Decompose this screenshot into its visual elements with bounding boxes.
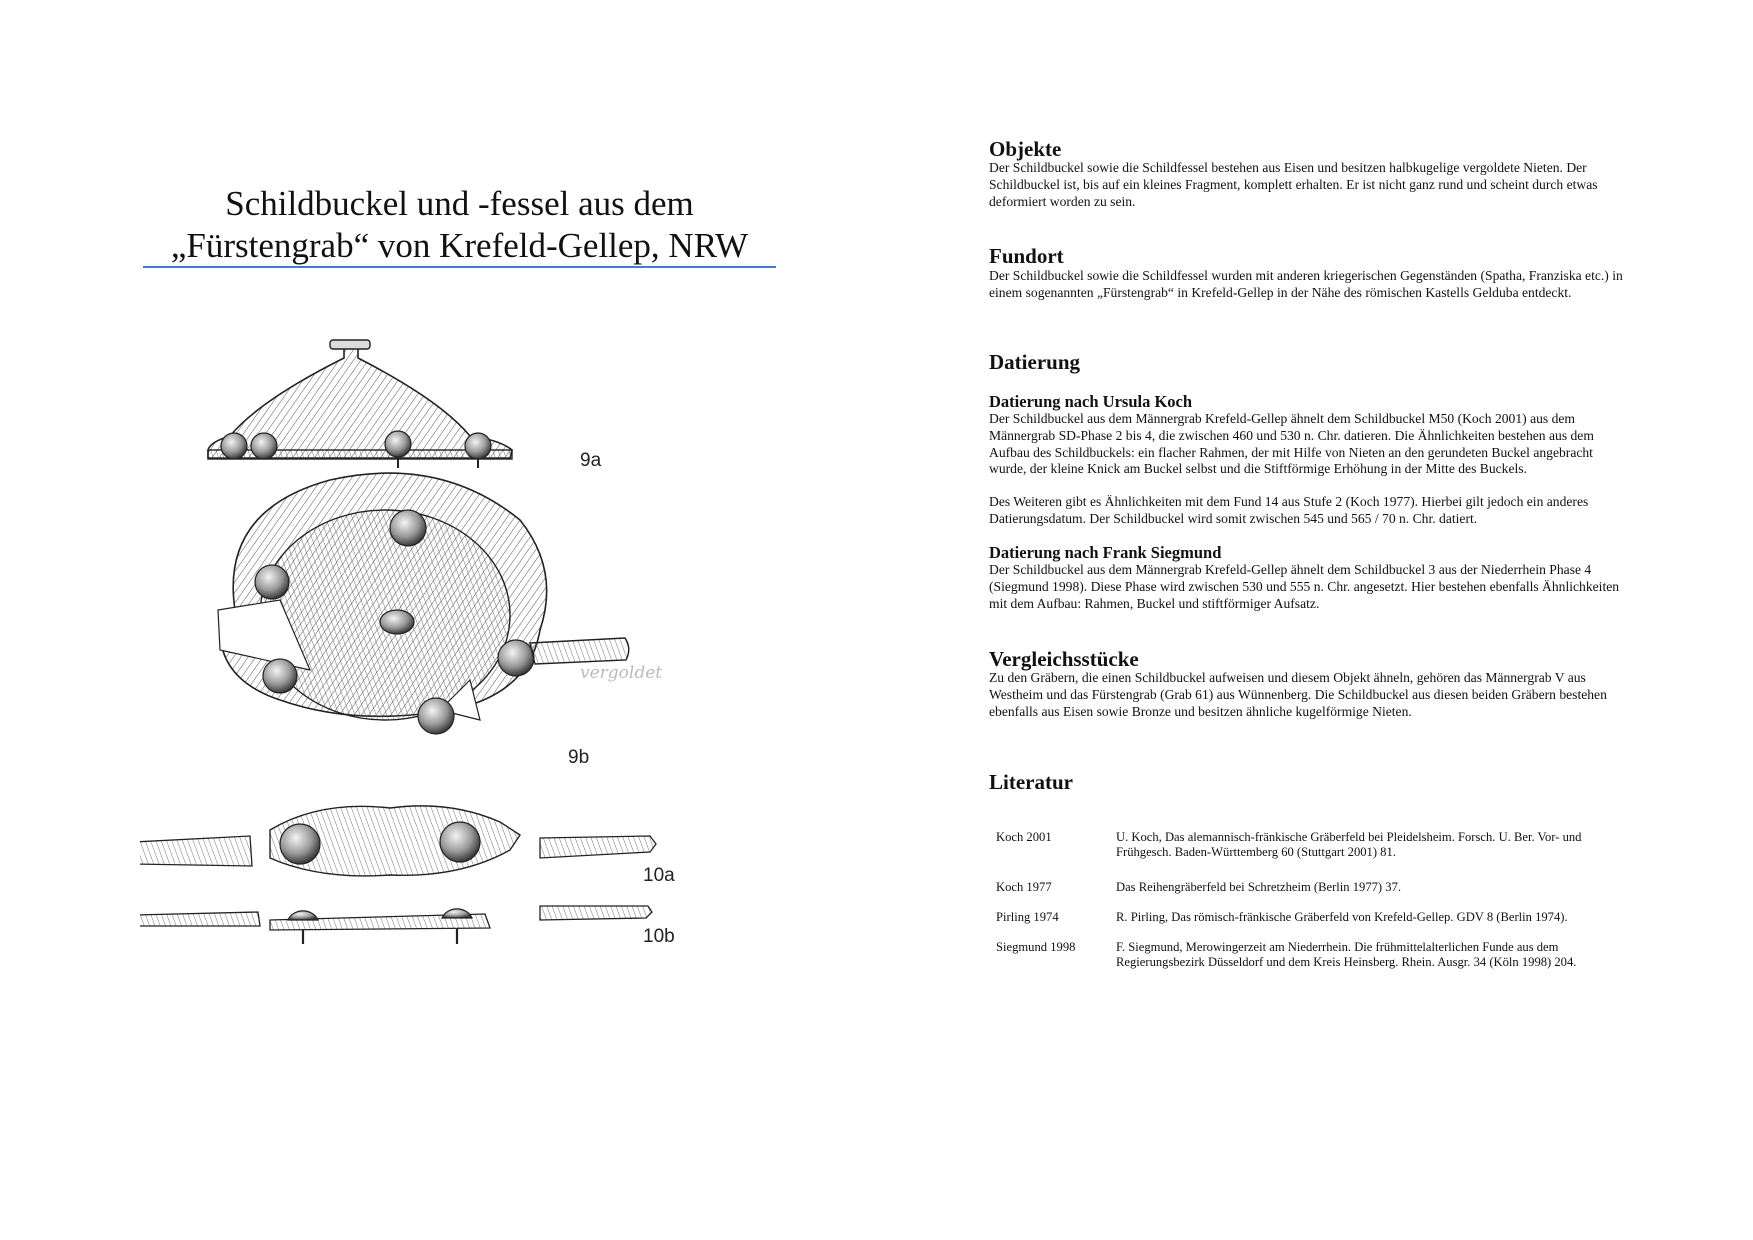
text-datierung-siegmund: Der Schildbuckel aus dem Männergrab Krefeld-Gellep ähnelt dem Schildbuckel 3 aus der Niederrhein Phase 4 (Siegmund 1998). Diese Phase wird zwischen 530 und 555 n. Chr. angesetzt. Hier bestehen ebenfalls Ähnlichkeiten mit dem Aufbau: Rahmen, Buckel und stiftförmiger Aufsatz. (989, 562, 1620, 611)
label-10a: 10a (643, 865, 675, 886)
heading-datierung: Datierung (989, 350, 1080, 374)
title-line-2: „Fürstengrab“ von Krefeld-Gellep, NRW (170, 226, 749, 265)
literature-key: Koch 1977 (996, 880, 1052, 894)
figure-10a (140, 806, 675, 886)
heading-vergleichsstuecke: Vergleichsstücke (989, 647, 1139, 671)
literature-reference: F. Siegmund, Merowingerzeit am Niederrhein. Die frühmittelalterlichen Funde aus dem Regierungsbezirk Düsseldorf und dem Kreis Heinsberg. Rhein. Ausgr. 34 (Köln 1998) 204. (1116, 940, 1577, 970)
label-9b: 9b (568, 747, 590, 768)
figure-9b (218, 473, 662, 768)
heading-datierung-siegmund: Datierung nach Frank Siegmund (989, 543, 1222, 562)
shield-boss-drawing (140, 330, 780, 970)
heading-literatur: Literatur (989, 770, 1073, 794)
literature-key: Koch 2001 (996, 830, 1052, 844)
text-datierung-koch-2: Des Weiteren gibt es Ähnlichkeiten mit dem Fund 14 aus Stufe 2 (Koch 1977). Hierbei gilt jedoch ein anderes Datierungsdatum. Der Schildbuckel wird somit zwischen 545 und 565 / 70 n. Chr. datiert. (989, 494, 1589, 526)
title-line-1: Schildbuckel und -fessel aus dem (225, 184, 694, 223)
title-underline (143, 266, 776, 268)
label-10b: 10b (643, 926, 675, 947)
literature-reference: R. Pirling, Das römisch-fränkische Gräberfeld von Krefeld-Gellep. GDV 8 (Berlin 1974). (1116, 910, 1568, 924)
figure-9a (208, 340, 602, 471)
text-datierung-koch-1: Der Schildbuckel aus dem Männergrab Krefeld-Gellep ähnelt dem Schildbuckel M50 (Koch 2001) aus dem Männergrab SD-Phase 2 bis 4, die zwischen 460 und 530 n. Chr. datieren. Die Ähnlichkeiten bestehen aus dem Aufbau des Schildbuckels: ein flacher Rahmen, der mit Hilfe von Nieten an den gerundeten Buckel angebracht wurde, der kleine Knick am Buckel selbst und die Stiftförmige Erhöhung in der Mitte des Buckels. (989, 411, 1594, 477)
text-objekte: Der Schildbuckel sowie die Schildfessel bestehen aus Eisen und besitzen halbkugelige vergoldete Nieten. Der Schildbuckel ist, bis auf ein kleines Fragment, komplett erhalten. Er ist nicht ganz rund und scheint durch etwas deformiert worden zu sein. (989, 160, 1598, 209)
label-9a: 9a (580, 450, 602, 471)
page-title (143, 183, 776, 267)
text-vergleichsstuecke: Zu den Gräbern, die einen Schildbuckel aufweisen und diesem Objekt ähneln, gehören das Männergrab V aus Westheim und das Fürstengrab (Grab 61) aus Wünnenberg. Die Schildbuckel aus diesen beiden Gräbern bestehen ebenfalls aus Eisen sowie Bronze und besitzen ähnliche kugelförmige Nieten. (989, 670, 1607, 719)
literature-key: Siegmund 1998 (996, 940, 1076, 954)
literature-reference: Das Reihengräberfeld bei Schretzheim (Berlin 1977) 37. (1116, 880, 1402, 894)
heading-fundort: Fundort (989, 244, 1064, 268)
heading-datierung-koch: Datierung nach Ursula Koch (989, 392, 1193, 411)
heading-objekte: Objekte (989, 137, 1062, 161)
annotation-vergoldet: vergoldet (580, 663, 663, 683)
text-fundort: Der Schildbuckel sowie die Schildfessel wurden mit anderen kriegerischen Gegenständen (Spatha, Franziska etc.) in einem sogenannten „Fürstengrab“ in Krefeld-Gellep in der Nähe des römischen Kastells Gelduba entdeckt. (989, 268, 1623, 300)
literature-reference: U. Koch, Das alemannisch-fränkische Gräberfeld bei Pleidelsheim. Forsch. U. Ber. Vor- und Frühgesch. Baden-Württemberg 60 (Stuttgart 2001) 81. (1116, 830, 1582, 860)
literature-key: Pirling 1974 (996, 910, 1059, 924)
figure-10b (140, 906, 675, 947)
